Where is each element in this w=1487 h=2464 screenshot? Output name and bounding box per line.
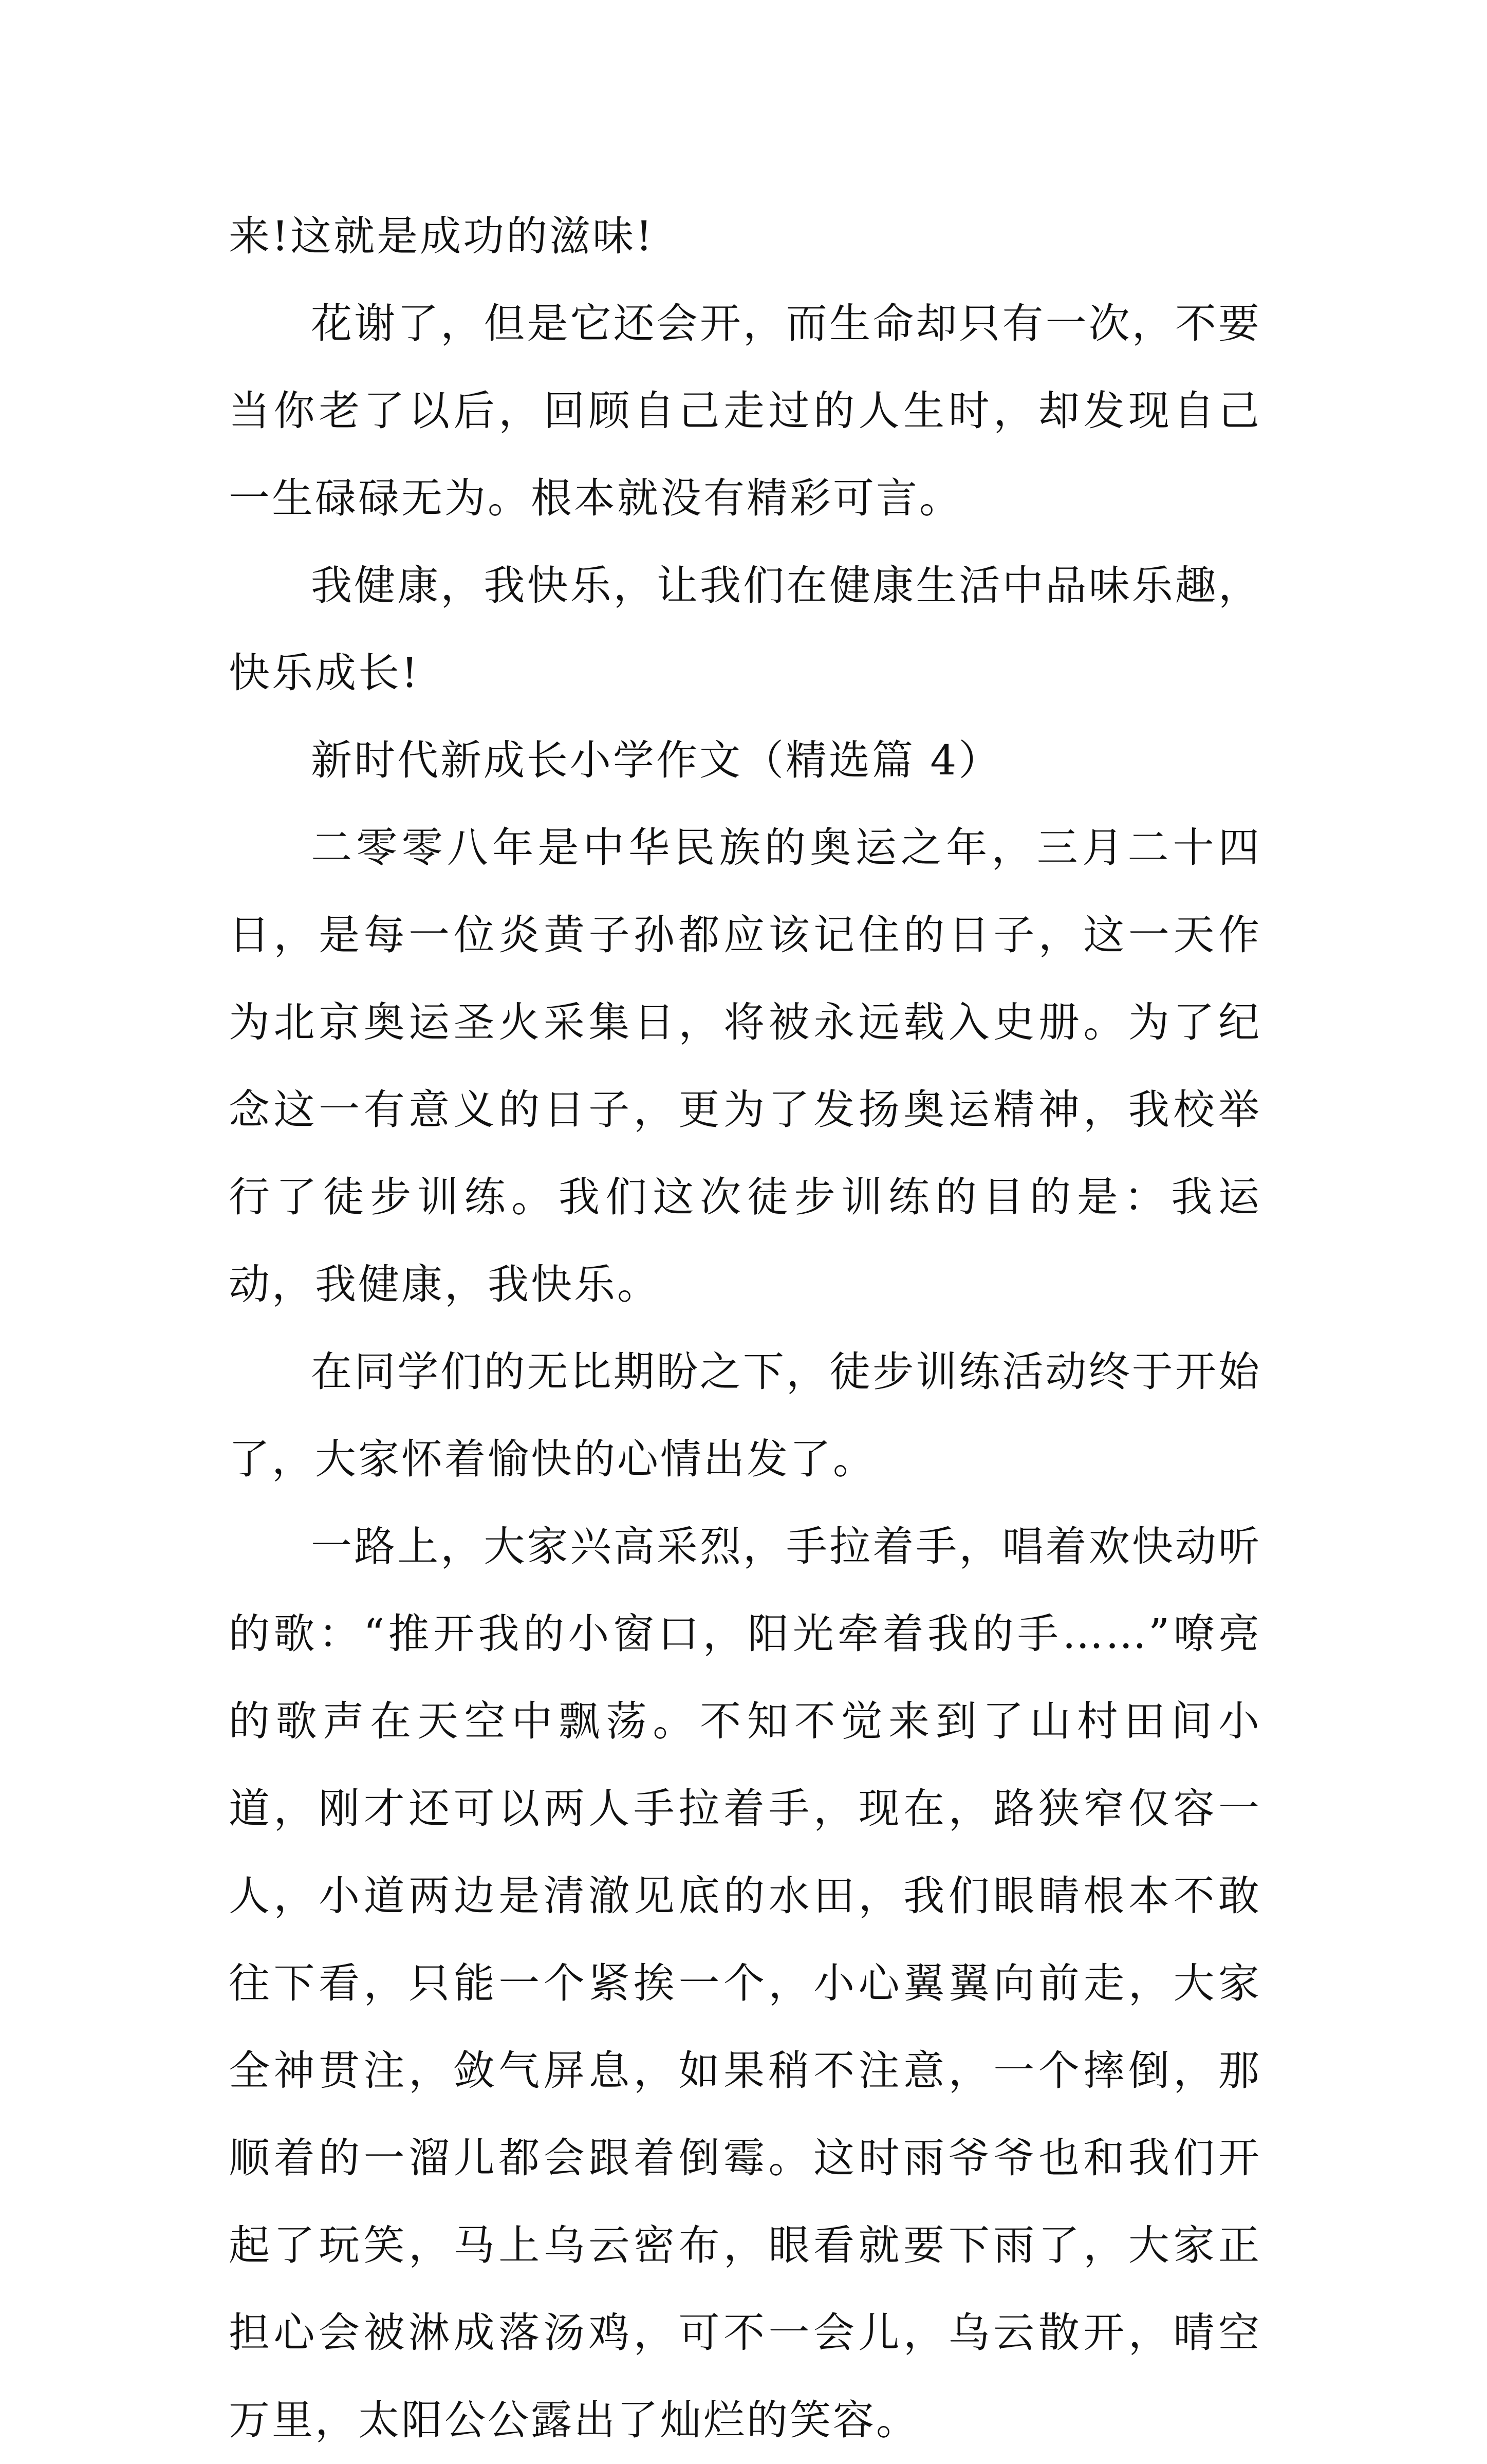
paragraph: 在同学们的无比期盼之下，徒步训练活动终于开始了，大家怀着愉快的心情出发了。 (229, 1348, 1261, 1483)
paragraph: 我健康，我快乐，让我们在健康生活中品味乐趣，快乐成长! (229, 562, 1261, 697)
paragraph: 花谢了，但是它还会开，而生命却只有一次，不要当你老了以后，回顾自己走过的人生时，却发现自己一生碌碌无为。根本就没有精彩可言。 (229, 300, 1261, 522)
paragraph-continuation: 来!这就是成功的滋味! (229, 212, 655, 260)
paragraph: 一路上，大家兴高采烈，手拉着手，唱着欢快动听的歌：“推开我的小窗口，阳光牵着我的手……”嘹亮的歌声在天空中飘荡。不知不觉来到了山村田间小道，刚才还可以两人手拉着手，现在，路狭窄仅容一人，小道两边是清澈见底的水田，我们眼睛根本不敢往下看，只能一个紧挨一个，小心翼翼向前走，大家全神贯注，敛气屏息，如果稍不注意，一个摔倒，那顺着的一溜儿都会跟着倒霉。这时雨爷爷也和我们开起了玩笑，马上乌云密布，眼看就要下雨了，大家正担心会被淋成落汤鸡，可不一会儿，乌云散开，晴空万里，太阳公公露出了灿烂的笑容。 (229, 1523, 1261, 2444)
section-heading: 新时代新成长小学作文（精选篇 4） (311, 736, 1002, 784)
paragraph: 二零零八年是中华民族的奥运之年，三月二十四日，是每一位炎黄子孙都应该记住的日子，这一天作为北京奥运圣火采集日，将被永远载入史册。为了纪念这一有意义的日子，更为了发扬奥运精神，我校举行了徒步训练。我们这次徒步训练的目的是：我运动，我健康，我快乐。 (229, 824, 1261, 1308)
document-body (229, 193, 1261, 2464)
